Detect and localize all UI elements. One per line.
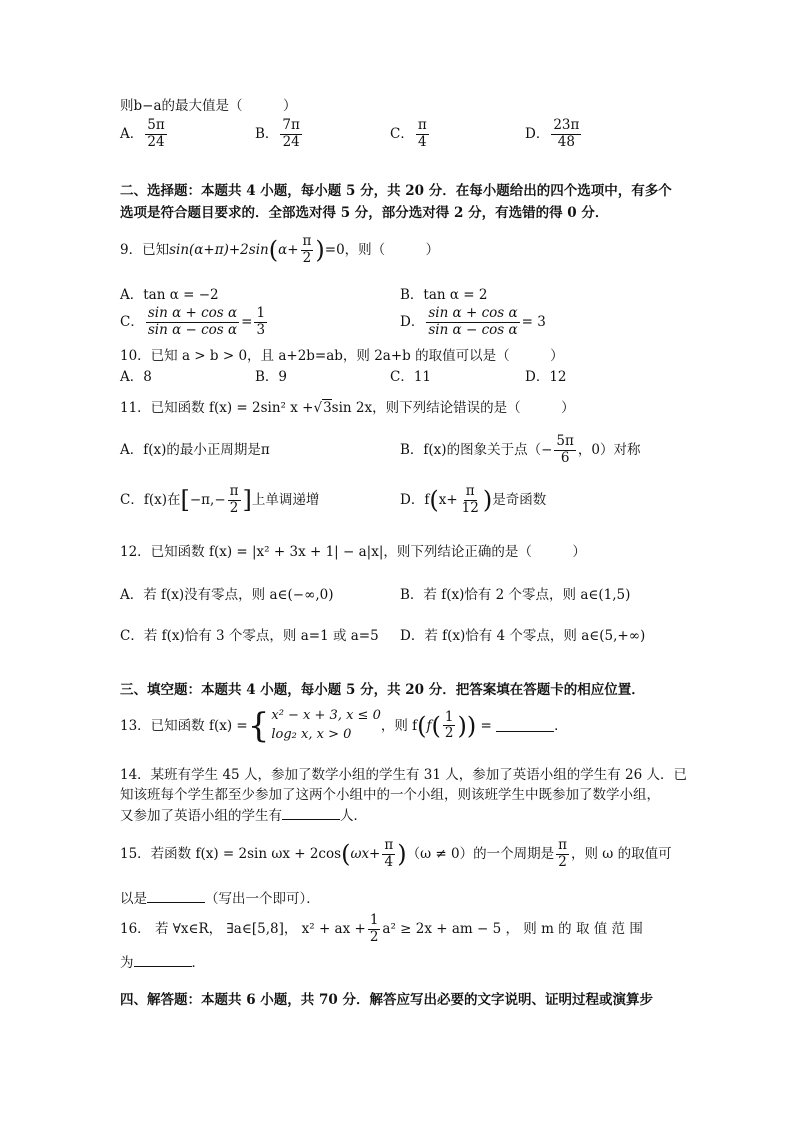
q10-stem: 10．已知 a > b > 0，且 a+2b=ab，则 2a+b 的取值可以是（ ） [120, 348, 564, 364]
q9-options-row1 [120, 287, 680, 303]
fraction: $\frac{\pi}{2}$ [302, 233, 312, 266]
q8-option-a[interactable]: A． $\frac{5\pi}{24}$ [120, 117, 165, 150]
q11-option-c[interactable]: C．f(x)在 [ −π,− $\frac{\pi}{2}$ ] 上单调递增 [120, 483, 320, 516]
fraction: $\frac{1}{2}$ [444, 708, 454, 742]
q8-option-b[interactable]: B． $\frac{7\pi}{24}$ [255, 117, 300, 150]
q11-stem: 11．已知函数 f(x) = 2sin² x + √ 3 sin 2x，则下列结论错误的是（ ） [120, 399, 575, 416]
section-2-heading-line2: 选项是符合题目要求的．全部选对得 5 分，部分选对得 2 分，有选错的得 0 分． [120, 205, 609, 221]
q10-option-c[interactable]: C．11 [390, 369, 432, 385]
q8-option-c[interactable]: C． $\frac{\pi}{4}$ [390, 117, 427, 150]
q11-options-row1 [120, 434, 680, 466]
q13-stem: 13．已知函数 f(x) = { x² − x + 3, x ≤ 0 log₂ x, x > 0 ，则 f ( f ( $\frac{1}{2}$ )) = ． [120, 705, 568, 746]
q11-option-a[interactable]: A．f(x)的最小正周期是π [120, 441, 270, 458]
q14-line1: 14．某班有学生 45 人，参加了数学小组的学生有 31 人，参加了英语小组的学生有 26 人．已 [120, 767, 687, 783]
q10-options [120, 369, 660, 385]
answer-blank[interactable] [134, 954, 192, 967]
q12-option-a[interactable]: A．若 f(x)没有零点，则 a∈(−∞,0) [120, 587, 334, 603]
fraction: $\frac{\pi}{2}$ [229, 483, 239, 516]
q11-options-row2 [120, 484, 680, 516]
q12-option-c[interactable]: C．若 f(x)恰有 3 个零点，则 a=1 或 a=5 [120, 628, 379, 644]
q8-option-d[interactable]: D． $\frac{23\pi}{48}$ [525, 117, 580, 150]
q12-option-d[interactable]: D．若 f(x)恰有 4 个零点，则 a∈(5,+∞) [400, 628, 646, 644]
q16-stem: 16． 若 ∀x∈R， ∃a∈[5,8]， x² + ax + $\frac{1}{2}$ a² ≥ 2x + am − 5 ， 则 m 的 取 值 范 围 [120, 912, 643, 945]
q14-line2: 知该班每个学生都至少参加了这两个小组中的一个小组，则该班学生中既参加了数学小组， [120, 787, 660, 803]
q8-options [120, 118, 660, 150]
q12-option-b[interactable]: B．若 f(x)恰有 2 个零点，则 a∈(1,5) [400, 587, 631, 603]
fraction: $\frac{\pi}{4}$ [417, 117, 427, 150]
q11-option-b[interactable]: B．f(x)的图象关于点（− $\frac{5\pi}{6}$ ，0）对称 [400, 433, 641, 466]
q10-option-a[interactable]: A．8 [120, 369, 152, 385]
fraction: $\frac{\pi}{12}$ [461, 483, 479, 516]
fraction: $\frac{\text{sin α + cos α}}{\text{sin α − cos α}}$ [428, 305, 518, 338]
q14-line3: 又参加了英语小组的学生有 人． [120, 808, 367, 824]
q12-options-row2 [120, 628, 680, 644]
q8-stem: 则b−a的最大值是（ ） [120, 98, 297, 114]
q12-stem: 12．已知函数 f(x) = |x² + 3x + 1| − a|x|，则下列结论正确的是（ ） [120, 544, 586, 560]
fraction: $\frac{5\pi}{6}$ [556, 433, 574, 466]
fraction: $\frac{\text{sin α + cos α}}{\text{sin α − cos α}}$ [147, 305, 238, 338]
section-4-heading: 四、解答题：本题共 6 小题，共 70 分．解答应写出必要的文字说明、证明过程或演算步 [120, 992, 653, 1008]
q12-options-row1 [120, 587, 680, 603]
q10-option-b[interactable]: B．9 [255, 369, 288, 385]
answer-blank[interactable] [147, 890, 205, 903]
q9-option-c[interactable]: C． $\frac{\text{sin α + cos α}}{\text{sin α − cos α}}$ = $\frac{1}{3}$ [120, 305, 266, 338]
q15-line2: 以是 （写出一个即可）． [120, 891, 320, 907]
answer-blank[interactable] [282, 807, 340, 820]
q9-options-row2 [120, 306, 680, 338]
q11-option-d[interactable]: D．f ( x+ $\frac{\pi}{12}$ ) 是奇函数 [400, 483, 547, 516]
q16-line2: 为 ． [120, 955, 205, 971]
q9-stem: 9．已知 sin(α+π)+2sin ( α+ $\frac{\pi}{2}$ ) =0，则（ ） [120, 233, 440, 266]
fraction: $\frac{\pi}{2}$ [558, 837, 567, 870]
q9-option-d[interactable]: D． $\frac{\text{sin α + cos α}}{\text{sin α − cos α}}$ = 3 [400, 305, 546, 338]
answer-blank[interactable] [496, 719, 554, 732]
fraction: $\frac{\pi}{4}$ [384, 837, 394, 870]
fraction: $\frac{23\pi}{48}$ [553, 117, 580, 150]
q10-option-d[interactable]: D．12 [525, 369, 567, 385]
q9-option-a[interactable]: A．tan α = −2 [120, 287, 219, 303]
section-2-heading-line1: 二、选择题：本题共 4 小题，每小题 5 分，共 20 分．在每小题给出的四个选项中，有多个 [120, 183, 672, 199]
q9-option-b[interactable]: B．tan α = 2 [400, 287, 488, 303]
fraction: $\frac{5\pi}{24}$ [147, 117, 165, 150]
fraction: $\frac{1}{3}$ [256, 305, 266, 338]
piecewise-brace: { x² − x + 3, x ≤ 0 log₂ x, x > 0 [247, 705, 381, 746]
fraction: $\frac{1}{2}$ [369, 912, 379, 945]
fraction: $\frac{7\pi}{24}$ [282, 117, 300, 150]
q15-stem: 15．若函数 f(x) = 2sin ωx + 2cos ( ωx+ $\frac{\pi}{4}$ ) （ω ≠ 0）的一个周期是 $\frac{\pi}{2}$ ，则 ω 的取值可 [120, 837, 672, 870]
section-3-heading: 三、填空题：本题共 4 小题，每小题 5 分，共 20 分．把答案填在答题卡的相应位置． [120, 682, 645, 698]
